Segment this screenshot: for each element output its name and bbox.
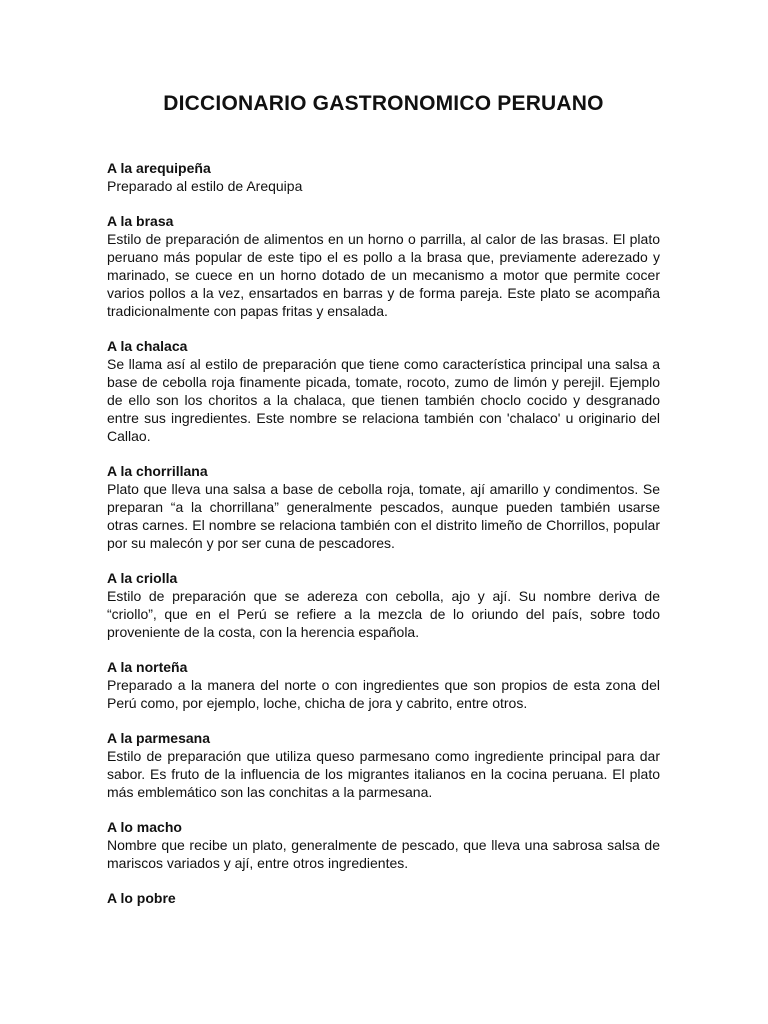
- entry-definition: Preparado al estilo de Arequipa: [107, 178, 303, 194]
- entry-term: A la arequipeña: [107, 160, 211, 176]
- entry-macho: [107, 818, 660, 872]
- entry-definition: Estilo de preparación que se adereza con cebolla, ajo y ají. Su nombre deriva de “criollo”, que en el Perú se refiere a la mezcla de lo oriundo del país, sobre todo proveniente de la costa, con la herencia española.: [107, 588, 660, 640]
- entry-definition: Se llama así al estilo de preparación que tiene como característica principal una salsa a base de cebolla roja finamente picada, tomate, rocoto, zumo de limón y perejil. Ejemplo de ello son los choritos a la chalaca, que tienen también choclo cocido y desgranado entre sus ingredientes. Este nombre se relaciona también con 'chalaco' u originario del Callao.: [107, 356, 660, 444]
- entry-term: A la brasa: [107, 213, 174, 229]
- entry-term: A la criolla: [107, 570, 178, 586]
- document-page: [107, 90, 660, 924]
- entry-nortena: [107, 658, 660, 712]
- entry-definition: Nombre que recibe un plato, generalmente de pescado, que lleva una sabrosa salsa de mariscos variados y ají, entre otros ingredientes.: [107, 837, 660, 871]
- entry-criolla: [107, 569, 660, 641]
- entry-term: A la chorrillana: [107, 463, 208, 479]
- entry-definition: Estilo de preparación de alimentos en un horno o parrilla, al calor de las brasas. El plato peruano más popular de este tipo el es pollo a la brasa que, previamente aderezado y marinado, se cuece en un horno dotado de un mecanismo a motor que permite cocer varios pollos a la vez, ensartados en barras y de forma pareja. Este plato se acompaña tradicionalmente con papas fritas y ensalada.: [107, 231, 660, 319]
- entry-pobre: [107, 889, 660, 907]
- entry-term: A la parmesana: [107, 730, 210, 746]
- entry-term: A la norteña: [107, 659, 188, 675]
- page-title: DICCIONARIO GASTRONOMICO PERUANO: [163, 92, 604, 115]
- entry-chorrillana: [107, 462, 660, 552]
- entry-chalaca: [107, 337, 660, 445]
- entry-brasa: [107, 212, 660, 320]
- entry-definition: Preparado a la manera del norte o con ingredientes que son propios de esta zona del Perú como, por ejemplo, loche, chicha de jora y cabrito, entre otros.: [107, 677, 660, 711]
- entry-definition: Estilo de preparación que utiliza queso parmesano como ingrediente principal para dar sabor. Es fruto de la influencia de los migrantes italianos en la cocina peruana. El plato más emblemático son las conchitas a la parmesana.: [107, 748, 660, 800]
- entry-term: A lo pobre: [107, 890, 176, 906]
- entry-arequipena: [107, 159, 660, 195]
- entry-parmesana: [107, 729, 660, 801]
- entry-definition: Plato que lleva una salsa a base de cebolla roja, tomate, ají amarillo y condimentos. Se preparan “a la chorrillana” generalmente pescados, aunque pueden también usarse otras carnes. El nombre se relaciona también con el distrito limeño de Chorrillos, popular por su malecón y por ser cuna de pescadores.: [107, 481, 660, 551]
- entry-term: A lo macho: [107, 819, 182, 835]
- entry-term: A la chalaca: [107, 338, 188, 354]
